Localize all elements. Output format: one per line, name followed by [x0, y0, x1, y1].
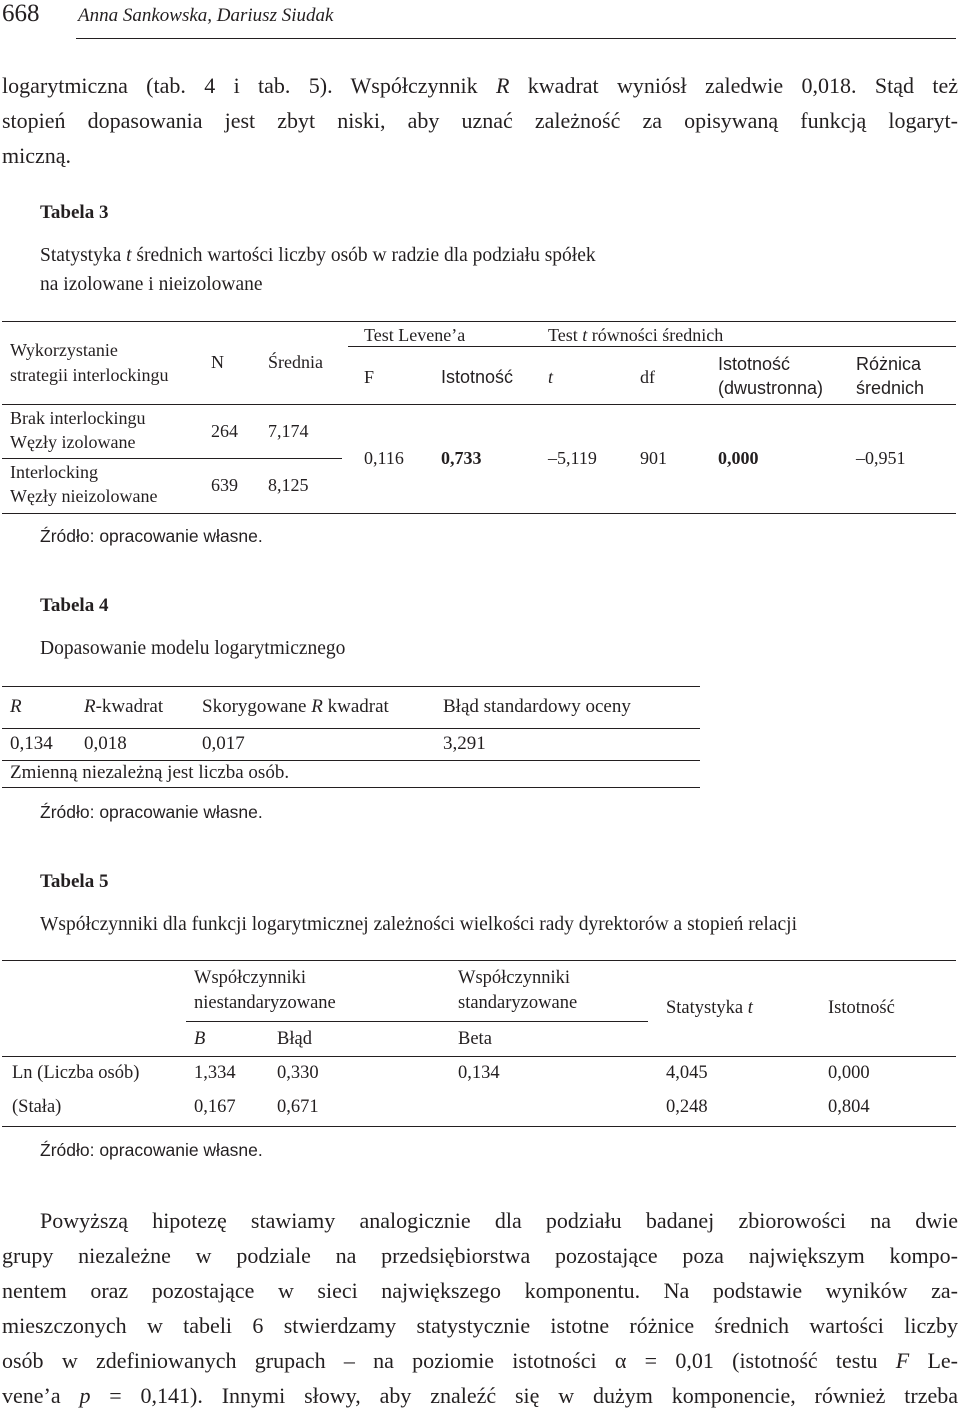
t4-cell-err: 3,291	[443, 733, 486, 754]
t5-header-bottom-rule	[2, 1056, 956, 1057]
table5-title: Współczynniki dla funkcji logarytmicznej zależności wielkości rady dyrektorów a stopień relacji	[40, 914, 797, 935]
t5-row2-sig: 0,804	[828, 1097, 870, 1117]
t3-header-t: t	[548, 367, 554, 387]
t3-header-df: df	[640, 367, 655, 387]
intro-line: logarytmiczna (tab. 4 i tab. 5). Współczynnik R kwadrat wyniósł zaledwie 0,018. Stąd też	[2, 73, 958, 98]
t3-stat-sig: 0,733	[441, 448, 482, 468]
t3-row2-mean: 8,125	[268, 475, 309, 495]
t3-row2-line1: Interlocking	[10, 462, 98, 482]
t4-cell-r: 0,134	[10, 733, 53, 754]
table5-bottom-rule	[2, 1126, 956, 1127]
t5-header-std: Współczynniki	[458, 968, 571, 988]
intro-line: stopień dopasowania jest zbyt niski, aby uznać zależność za opisywaną funkcją logaryt-	[2, 108, 958, 133]
t5-header-tstat: Statystyka t	[666, 998, 753, 1018]
table3-title-line1: Statystyka t średnich wartości liczby osób w radzie dla podziału spółek	[40, 245, 596, 266]
table3-source: Źródło: opracowanie własne.	[40, 526, 263, 546]
body-line: mieszczonych w tabeli 6 stwierdzamy statystycznie istotne różnice średnich wartości liczby	[2, 1313, 958, 1338]
t4-row-bottom-rule	[2, 760, 700, 761]
t5-row1-label: Ln (Liczba osób)	[12, 1063, 140, 1083]
t4-header-adj: Skorygowane R kwadrat	[202, 696, 389, 717]
t5-row2-err: 0,671	[277, 1097, 319, 1117]
table3-title-line2: na izolowane i nieizolowane	[40, 274, 263, 295]
t5-row1-t: 4,045	[666, 1063, 708, 1083]
table3-bottom-rule	[2, 513, 956, 514]
table4-label: Tabela 4	[40, 595, 109, 616]
running-head-authors: Anna Sankowska, Dariusz Siudak	[78, 5, 334, 26]
t3-row1-line1: Brak interlockingu	[10, 408, 146, 428]
table3-top-rule	[2, 321, 956, 322]
t3-row2-line2: Węzły nieizolowane	[10, 486, 158, 506]
t4-header-bottom-rule	[2, 728, 700, 729]
t3-header-col1b: strategii interlockingu	[10, 365, 169, 385]
body-line: vene’a p = 0,141). Innymi słowy, aby znaleźć się w dużym komponencie, również trzeba	[2, 1383, 958, 1408]
t3-stat-t: –5,119	[548, 448, 597, 468]
header-rule	[76, 38, 956, 39]
t5-row2-b: 0,167	[194, 1097, 236, 1117]
t3-stat-f: 0,116	[364, 448, 404, 468]
table5-label: Tabela 5	[40, 871, 109, 892]
t3-header-sig2b: (dwustronna)	[718, 378, 824, 398]
t4-cell-r2: 0,018	[84, 733, 127, 754]
t3-header-n: N	[211, 352, 224, 372]
t4-note: Zmienną niezależną jest liczba osób.	[10, 762, 290, 783]
t5-header-stdb: standaryzowane	[458, 993, 578, 1013]
t5-header-beta: Beta	[458, 1029, 492, 1049]
t5-header-unstdb: niestandaryzowane	[194, 993, 336, 1013]
table4-source: Źródło: opracowanie własne.	[40, 802, 263, 822]
body-line: osób w zdefiniowanych grupach – na poziomie istotności α = 0,01 (istotność testu F Le-	[2, 1348, 958, 1373]
t3-header-diff: Różnica	[856, 354, 922, 374]
t3-header-mean: Średnia	[268, 352, 323, 372]
body-line: Powyższą hipotezę stawiamy analogicznie dla podziału badanej zbiorowości na dwie	[40, 1208, 958, 1233]
t3-header-subrule	[348, 346, 956, 347]
t3-row1-n: 264	[211, 421, 238, 441]
body-line: grupy niezależne w podziale na przedsiębiorstwa pozostające poza największym kompo-	[2, 1243, 958, 1268]
t3-row1-line2: Węzły izolowane	[10, 432, 136, 452]
t5-header-sig: Istotność	[828, 998, 895, 1018]
t4-header-r: R	[10, 696, 22, 717]
t4-header-err: Błąd standardowy oceny	[443, 696, 631, 717]
t5-row1-b: 1,334	[194, 1063, 236, 1083]
t3-row1-mean: 7,174	[268, 421, 309, 441]
table4-title: Dopasowanie modelu logarytmicznego	[40, 638, 346, 659]
t3-header-sig2: Istotność	[718, 354, 791, 374]
t3-header-col1: Wykorzystanie	[10, 340, 118, 360]
t3-header-diffb: średnich	[856, 378, 925, 398]
t5-header-unstd: Współczynniki	[194, 968, 307, 988]
t3-stat-diff: –0,951	[856, 448, 906, 468]
t3-stat-df: 901	[640, 448, 667, 468]
t3-header-levene: Test Levene’a	[364, 325, 466, 345]
t3-header-ttest	[548, 325, 723, 346]
t5-row2-t: 0,248	[666, 1097, 708, 1117]
table5-top-rule	[2, 960, 956, 961]
t3-stat-sig2: 0,000	[718, 448, 759, 468]
t3-header-f: F	[364, 367, 375, 387]
t5-row1-err: 0,330	[277, 1063, 319, 1083]
t3-row-divider	[2, 458, 342, 459]
table4-top-rule	[2, 686, 700, 687]
page-number: 668	[2, 0, 40, 27]
table4-bottom-rule	[2, 787, 700, 788]
t3-row2-n: 639	[211, 475, 238, 495]
t5-row1-sig: 0,000	[828, 1063, 870, 1083]
t5-header-b: B	[194, 1029, 206, 1049]
t3-header-ttest-text: Test t równości średnich	[548, 325, 724, 345]
t5-row2-label: (Stała)	[12, 1097, 62, 1117]
t3-header-bottom-rule	[2, 404, 956, 405]
t5-header-err: Błąd	[277, 1029, 312, 1049]
t4-cell-adj: 0,017	[202, 733, 245, 754]
body-line: nentem oraz pozostające w sieci największego komponentu. Na podstawie wyników za-	[2, 1278, 958, 1303]
t5-header-subrule	[186, 1021, 648, 1022]
body-paragraph	[2, 1203, 958, 1413]
table5-source: Źródło: opracowanie własne.	[40, 1140, 263, 1160]
t5-row1-beta: 0,134	[458, 1063, 500, 1083]
intro-paragraph	[2, 68, 958, 173]
t3-header-sig: Istotność	[441, 367, 514, 387]
t4-header-r2: R-kwadrat	[84, 696, 164, 717]
table3-label: Tabela 3	[40, 202, 109, 223]
intro-line: miczną.	[2, 143, 72, 168]
